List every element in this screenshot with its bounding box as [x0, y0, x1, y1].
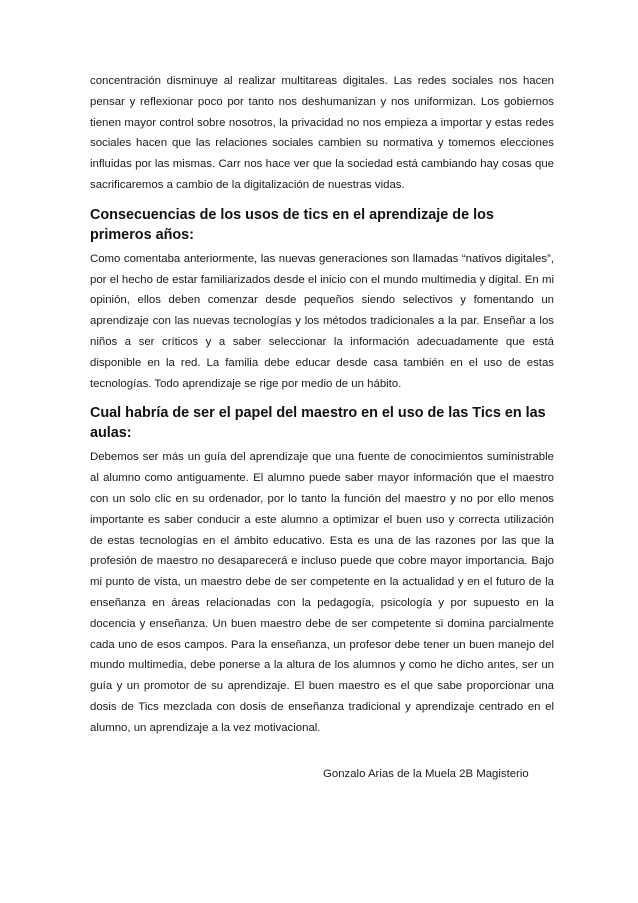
consequences-paragraph: Como comentaba anteriormente, las nuevas generaciones son llamadas “nativos digitales”, por el hecho de estar familiarizados desde el inicio con el mundo multimedia y digital. En mi opinión, ellos deben comenzar desde pequeños siendo selectivos y fomentando un aprendizaje con las nuevas tecnologías y los métodos tradicionales a la par. Enseñar a los niños a ser críticos y a saber seleccionar la información adecuadamente que está disponible en la red. La familia debe educar desde casa también en el uso de estas tecnologías. Todo aprendizaje se rige por medio de un hábito. [90, 252, 554, 390]
section-heading-consequences: Consecuencias de los usos de tics en el aprendizaje de los primeros años: [90, 206, 494, 243]
teacher-role-paragraph: Debemos ser más un guía del aprendizaje que una fuente de conocimientos suministrable al alumno como antiguamente. El alumno puede saber mayor información que el maestro con un solo clic en su ordenador, por lo tanto la función del maestro y no por ello menos importante es saber conducir a este alumno a optimizar el buen uso y correcta utilización de estas tecnologías en el ámbito educativo. Esta es una de las razones por las que la profesión de maestro no desaparecerá e incluso puede que cobre mayor importancia. Bajo mi punto de vista, un maestro debe de ser competente en la actualidad y en el futuro de la enseñanza en áreas relacionadas con la pedagogía, psicología y por supuesto en la docencia y enseñanza. Un buen maestro debe de ser competente si domina parcialmente cada uno de esos campos. Para la enseñanza, un profesor debe tener un buen manejo del mundo multimedia, debe ponerse a la altura de los alumnos y como he dicho antes, ser un guía y un promotor de su aprendizaje. El buen maestro es el que sabe proporcionar una dosis de Tics mezclada con dosis de enseñanza tradicional y aprendizaje centrado en el alumno, un aprendizaje a la vez motivacional. [90, 451, 554, 734]
intro-paragraph: concentración disminuye al realizar multitareas digitales. Las redes sociales nos hacen pensar y reflexionar poco por tanto nos deshumanizan y nos uniformizan. Los gobiernos tienen mayor control sobre nosotros, la privacidad no nos empieza a importar y estas redes sociales hacen que las relaciones sociales cambien su normativa y tomemos elecciones influidas por las mismas. Carr nos hace ver que la sociedad está cambiando hay cosas que sacrificaremos a cambio de la digitalización de nuestras vidas. [90, 75, 554, 191]
section-heading-teacher-role: Cual habría de ser el papel del maestro en el uso de las Tics en las aulas: [90, 405, 546, 442]
author-signature: Gonzalo Arias de la Muela 2B Magisterio [323, 768, 529, 780]
